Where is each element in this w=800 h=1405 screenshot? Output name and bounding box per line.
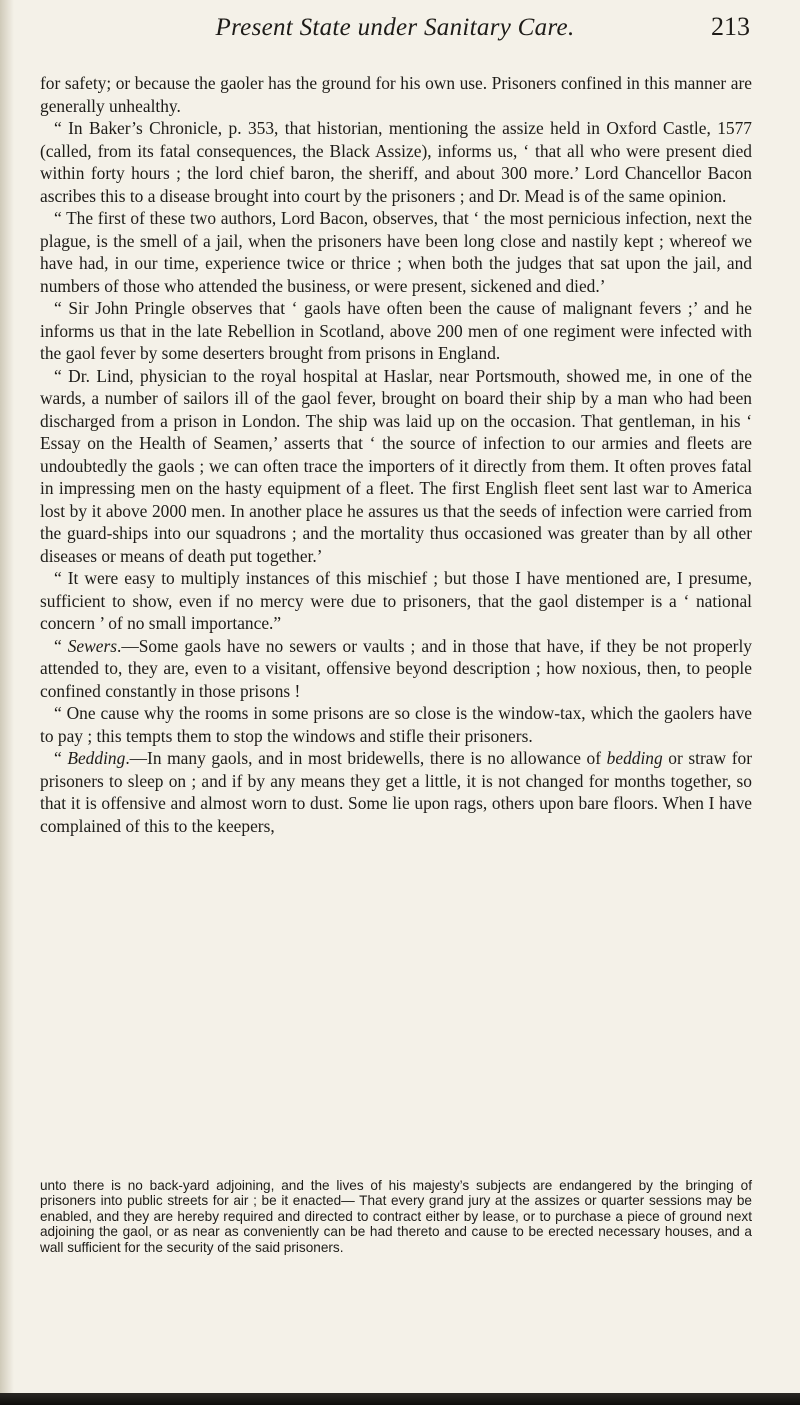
page-gutter-shadow — [0, 0, 14, 1405]
paragraph-text: or straw for prisoners to sleep on ; and if by any means they get a little, it is not changed for months together, so that it is offensive and almost worn to dust. Some lie upon rags, others upon bare floors. When I have complained of this to the keepers, — [40, 748, 752, 836]
body-paragraph — [40, 365, 752, 568]
italic-text: bedding — [606, 748, 663, 768]
running-head — [40, 10, 750, 50]
body-text — [40, 72, 752, 837]
page-number: 213 — [711, 12, 750, 41]
body-paragraph — [40, 567, 752, 635]
paragraph-text: “ The first of these two authors, Lord Bacon, observes, that ‘ the most pernicious infection, next the plague, is the smell of a jail, when the prisoners have been long close and nastily kept ; whereof we have had, in our time, experience twice or thrice ; when both the judges that sat upon the jail, and numbers of those who attended the business, or were present, sickened and died.’ — [40, 208, 752, 296]
footnote — [40, 1178, 752, 1255]
paragraph-text: .—In many gaols, and in most bridewells, there is no allowance of — [125, 748, 607, 768]
body-paragraph — [40, 72, 752, 117]
paragraph-text: “ Dr. Lind, physician to the royal hospital at Haslar, near Portsmouth, showed me, in one of the wards, a number of sailors ill of the gaol fever, brought on board their ship by a man who had been discharged from a prison in London. The ship was laid up on the occasion. That gentleman, in his ‘ Essay on the Health of Seamen,’ asserts that ‘ the source of infection to our armies and fleets are undoubtedly the gaols ; we can often trace the importers of it directly from them. It often proves fatal in impressing men on the hasty equipment of a fleet. The first English fleet sent last war to America lost by it above 2000 men. In another place he assures us that the seeds of infection were carried from the guard-ships into our squadrons ; and the mortality thus occasioned was greater than by all other diseases or means of death put together.’ — [40, 365, 752, 566]
body-paragraph — [40, 635, 752, 703]
bottom-edge-rule — [0, 1393, 800, 1405]
paragraph-text: “ In Baker’s Chronicle, p. 353, that historian, mentioning the assize held in Oxford Castle, 1577 (called, from its fatal consequences, the Black Assize), informs us, ‘ that all who were present died within forty hours ; the lord chief baron, the sheriff, and about 300 more.’ Lord Chancellor Bacon ascribes this to a disease brought into court by the prisoners ; and Dr. Mead is of the same opinion. — [40, 118, 752, 206]
running-title: Present State under Sanitary Care. — [215, 14, 575, 41]
paragraph-text: for safety; or because the gaoler has the ground for his own use. Prisoners confined in this manner are generally unhealthy. — [40, 73, 752, 116]
italic-text: Sewers — [67, 635, 117, 656]
paragraph-text: “ Sir John Pringle observes that ‘ gaols have often been the cause of malignant fevers ;’ and he informs us that in the late Rebellion in Scotland, above 200 men of one regiment were infected with the gaol fever by some deserters brought from prisons in England. — [40, 298, 752, 363]
paragraph-text: .—Some gaols have no sewers or vaults ; and in those that have, if they be not properly attended to, they are, even to a visitant, offensive beyond description ; how noxious, then, to people confined constantly in those prisons ! — [40, 635, 752, 701]
body-paragraph — [40, 702, 752, 747]
body-paragraph — [40, 207, 752, 297]
paragraph-text: “ It were easy to multiply instances of this mischief ; but those I have mentioned are, I presume, sufficient to show, even if no mercy were due to prisoners, that the gaol distemper is a ‘ national concern ’ of no small importance.” — [40, 568, 752, 633]
footnote-text: unto there is no back-yard adjoining, and the lives of his majesty’s subjects are endangered by the bringing of prisoners into public streets for air ; be it enacted— That every grand jury at the assizes or quarter sessions may be enabled, and they are hereby required and directed to contract either by lease, or to purchase a piece of ground next adjoining the gaol, or as near as conveniently can be had thereto and cause to be erected necessary houses, and a wall sufficient for the security of the said prisoners. — [40, 1178, 752, 1255]
paragraph-text: “ — [54, 635, 68, 656]
paragraph-text: “ One cause why the rooms in some prisons are so close is the window-tax, which the gaolers have to pay ; this tempts them to stop the windows and stifle their prisoners. — [40, 703, 752, 746]
italic-text: Bedding — [67, 748, 126, 768]
paragraph-text: “ — [54, 748, 68, 768]
body-paragraph — [40, 747, 752, 837]
body-paragraph — [40, 297, 752, 365]
body-paragraph — [40, 117, 752, 207]
